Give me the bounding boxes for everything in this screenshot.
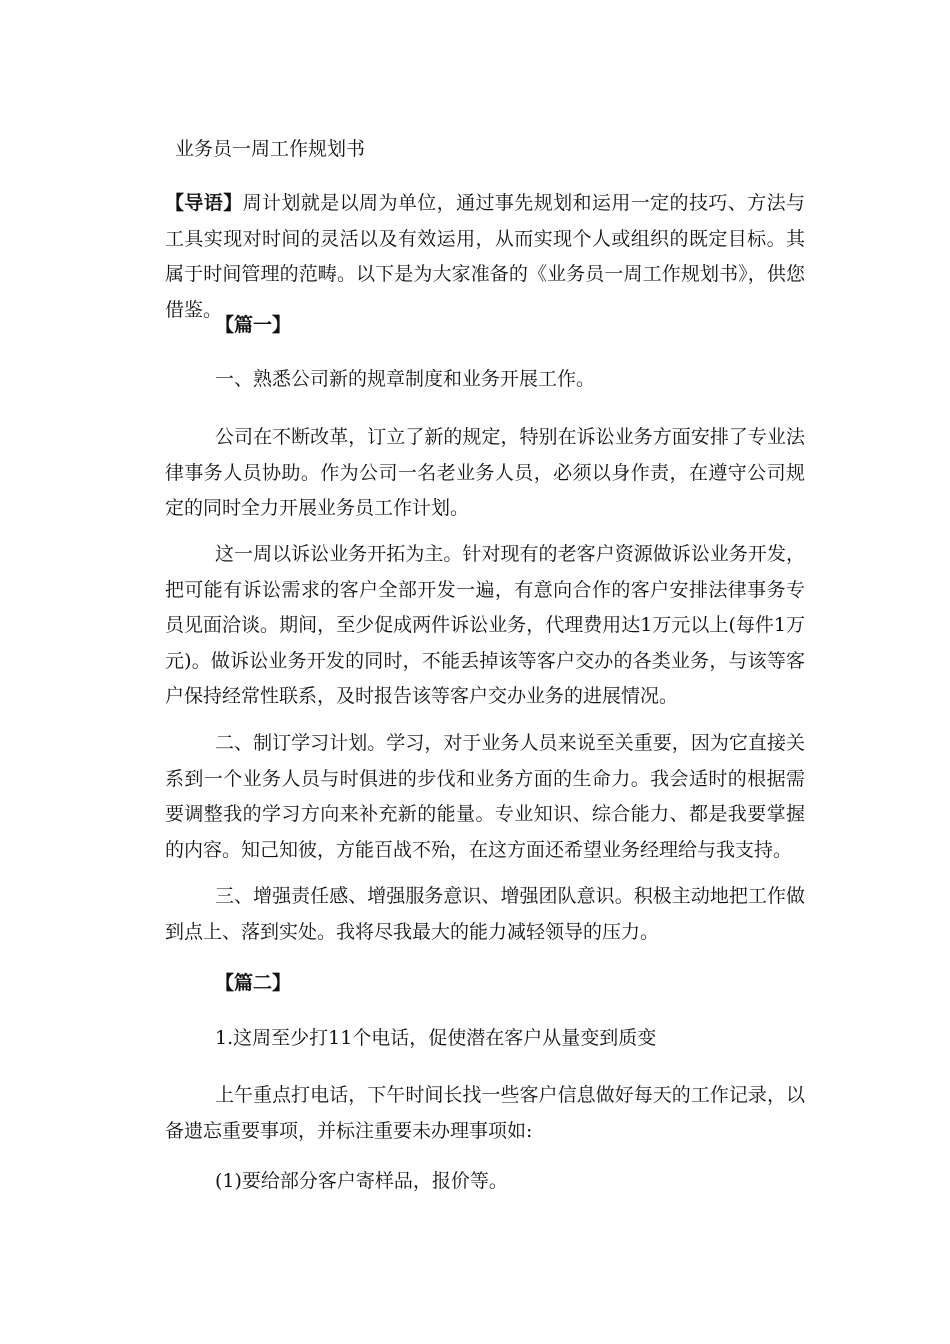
intro-tag: 【导语】 bbox=[165, 192, 243, 214]
section1-paragraph-4: 三、增强责任感、增强服务意识、增强团队意识。积极主动地把工作做到点上、落到实处。我将尽我最大的能力减轻领导的压力。 bbox=[165, 885, 805, 943]
section2-paragraph-2: (1)要给部分客户寄样品，报价等。 bbox=[215, 1170, 508, 1192]
section1-item1-title: 一、熟悉公司新的规章制度和业务开展工作。 bbox=[215, 368, 596, 390]
section1-heading: 【篇一】 bbox=[215, 314, 292, 336]
section2-paragraph-1: 上午重点打电话，下午时间长找一些客户信息做好每天的工作记录，以备遗忘重要事项，并标注重要未办理事项如: bbox=[165, 1084, 805, 1142]
section1-paragraph-2: 这一周以诉讼业务开拓为主。针对现有的老客户资源做诉讼业务开发，把可能有诉讼需求的客户全部开发一遍，有意向合作的客户安排法律事务专员见面洽谈。期间，至少促成两件诉讼业务，代理费用达1万元以上(每件1万元)。做诉讼业务开发的同时，不能丢掉该等客户交办的各类业务，与该等客户保持经常性联系，及时报告该等客户交办业务的进展情况。 bbox=[165, 543, 805, 707]
section2-heading: 【篇二】 bbox=[215, 972, 292, 994]
document-title: 业务员一周工作规划书 bbox=[175, 138, 366, 160]
intro-text: 周计划就是以周为单位，通过事先规划和运用一定的技巧、方法与工具实现对时间的灵活以及有效运用，从而实现个人或组织的既定目标。其属于时间管理的范畴。以下是为大家准备的《业务员一周工作规划书》，供您借鉴。 bbox=[165, 192, 805, 321]
section1-paragraph-1: 公司在不断改革，订立了新的规定，特别在诉讼业务方面安排了专业法律事务人员协助。作为公司一名老业务人员，必须以身作责，在遵守公司规定的同时全力开展业务员工作计划。 bbox=[165, 426, 805, 519]
intro-paragraph bbox=[165, 186, 805, 328]
section2-item1-title: 1.这周至少打11个电话，促使潜在客户从量变到质变 bbox=[215, 1027, 657, 1049]
section1-paragraph-3: 二、制订学习计划。学习，对于业务人员来说至关重要，因为它直接关系到一个业务人员与时俱进的步伐和业务方面的生命力。我会适时的根据需要调整我的学习方向来补充新的能量。专业知识、综合能力、都是我要掌握的内容。知己知彼，方能百战不殆，在这方面还希望业务经理给与我支持。 bbox=[165, 732, 805, 861]
